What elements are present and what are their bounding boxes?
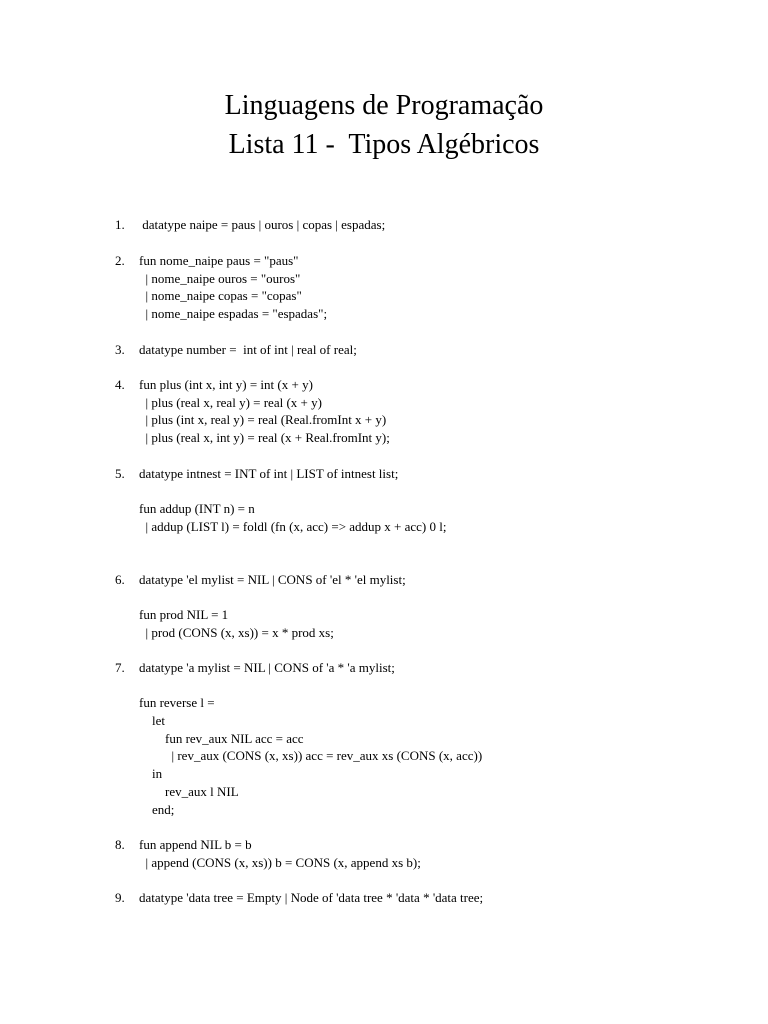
code-line: fun rev_aux NIL acc = acc [139,730,304,746]
title-line-list: Lista 11 - Tipos Algébricos [228,129,540,160]
code-line: let [139,713,165,729]
code-line: fun plus (int x, int y) = int (x + y) [139,377,313,392]
code-line: in [139,766,163,782]
code-block [0,252,768,323]
code-line: | rev_aux (CONS (x, xs)) acc = rev_aux xs (CONS (x, acc)) [139,748,483,764]
code-line: fun prod NIL = 1 [139,607,229,623]
code-block [0,465,768,536]
item-number: 1. [115,217,125,232]
item-number: 7. [115,660,125,675]
code-line: | plus (real x, int y) = real (x + Real.fromInt y); [139,430,390,446]
code-block [0,836,768,871]
code-line: fun reverse l = [139,695,215,711]
item-number: 9. [115,890,125,905]
code-line: datatype 'a mylist = NIL | CONS of 'a * 'a mylist; [139,660,395,675]
item-number: 8. [115,837,125,852]
code-line: | addup (LIST l) = foldl (fn (x, acc) => addup x + acc) 0 l; [139,519,447,535]
code-line: fun append NIL b = b [139,837,252,852]
code-line: | nome_naipe ouros = "ouros" [139,270,301,286]
code-block [0,341,768,359]
code-line: datatype 'el mylist = NIL | CONS of 'el * 'el mylist; [139,572,406,587]
code-block [0,889,768,907]
code-block [0,571,768,642]
code-line: | prod (CONS (x, xs)) = x * prod xs; [139,625,334,641]
document-title [0,86,768,164]
item-number: 4. [115,377,125,392]
code-line [139,677,768,695]
code-line: | plus (int x, real y) = real (Real.fromInt x + y) [139,412,387,428]
code-line: | plus (real x, real y) = real (x + y) [139,394,322,410]
code-line: end; [139,801,175,817]
code-line: fun addup (INT n) = n [139,501,255,517]
item-number: 5. [115,466,125,481]
code-line [139,483,768,501]
code-line [139,589,768,607]
code-line: rev_aux l NIL [139,783,239,799]
code-line: datatype 'data tree = Empty | Node of 'data tree * 'data * 'data tree; [139,890,484,905]
code-block [0,659,768,818]
code-line: | append (CONS (x, xs)) b = CONS (x, append xs b); [139,854,421,870]
code-line: datatype number = int of int | real of real; [139,342,357,357]
item-number: 6. [115,572,125,587]
code-line: datatype intnest = INT of int | LIST of intnest list; [139,466,399,481]
code-line: | nome_naipe espadas = "espadas"; [139,306,328,322]
code-line: | nome_naipe copas = "copas" [139,288,302,304]
code-line: fun nome_naipe paus = "paus" [139,253,299,268]
item-number: 2. [115,253,125,268]
title-line-course: Linguagens de Programação [224,90,544,121]
code-line: datatype naipe = paus | ouros | copas | espadas; [139,217,386,232]
code-block [0,216,768,234]
code-block [0,376,768,447]
item-number: 3. [115,342,125,357]
